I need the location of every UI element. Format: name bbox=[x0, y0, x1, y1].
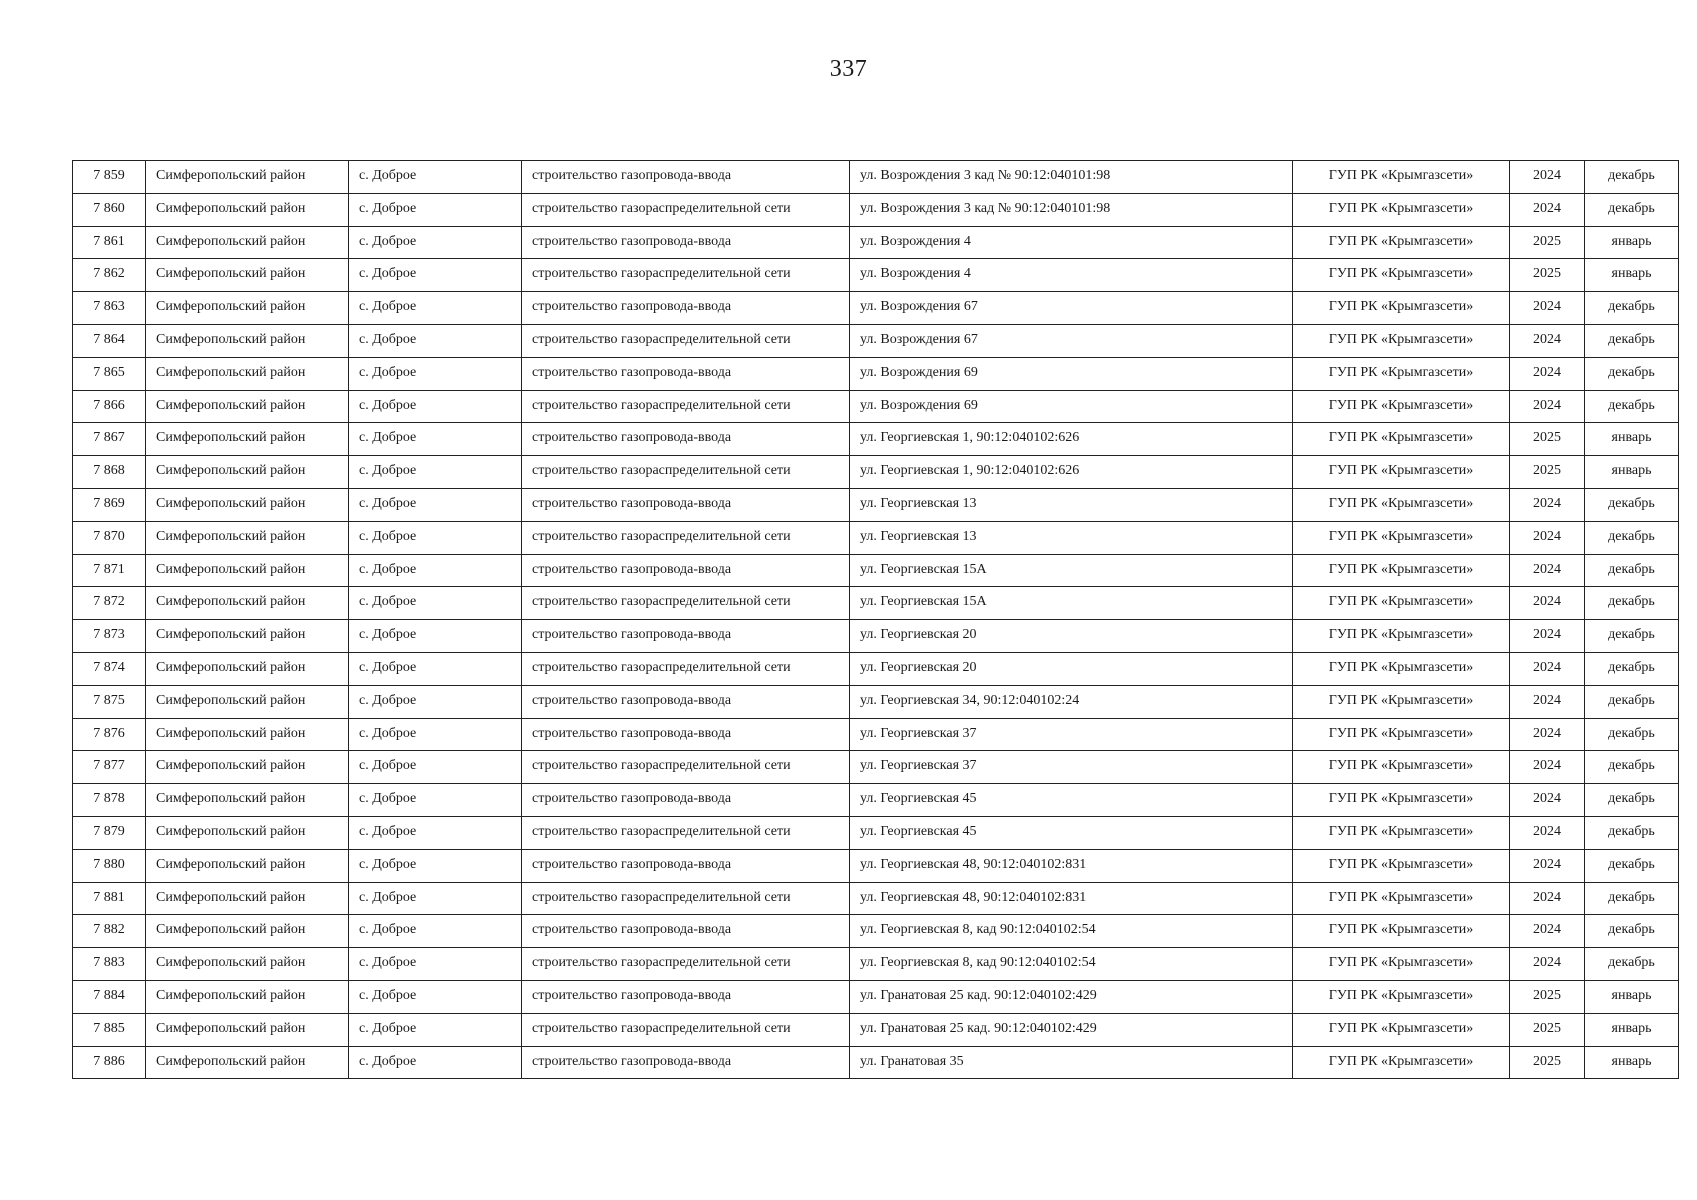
district-cell: Симферопольский район bbox=[146, 193, 349, 226]
organization-cell: ГУП РК «Крымгазсети» bbox=[1293, 915, 1510, 948]
work-type-cell: строительство газопровода-ввода bbox=[522, 554, 850, 587]
organization-cell: ГУП РК «Крымгазсети» bbox=[1293, 816, 1510, 849]
row-number-cell: 7 869 bbox=[73, 488, 146, 521]
district-cell: Симферопольский район bbox=[146, 685, 349, 718]
work-type-cell: строительство газораспределительной сети bbox=[522, 1013, 850, 1046]
address-cell: ул. Георгиевская 13 bbox=[850, 521, 1293, 554]
work-type-cell: строительство газопровода-ввода bbox=[522, 226, 850, 259]
table-row bbox=[73, 882, 1679, 915]
row-number-cell: 7 877 bbox=[73, 751, 146, 784]
work-type-cell: строительство газопровода-ввода bbox=[522, 685, 850, 718]
organization-cell: ГУП РК «Крымгазсети» bbox=[1293, 226, 1510, 259]
district-cell: Симферопольский район bbox=[146, 488, 349, 521]
organization-cell: ГУП РК «Крымгазсети» bbox=[1293, 554, 1510, 587]
table-row bbox=[73, 259, 1679, 292]
district-cell: Симферопольский район bbox=[146, 292, 349, 325]
month-cell: декабрь bbox=[1585, 587, 1679, 620]
month-cell: декабрь bbox=[1585, 324, 1679, 357]
district-cell: Симферопольский район bbox=[146, 718, 349, 751]
organization-cell: ГУП РК «Крымгазсети» bbox=[1293, 357, 1510, 390]
table-row bbox=[73, 193, 1679, 226]
table-row bbox=[73, 161, 1679, 194]
year-cell: 2024 bbox=[1510, 587, 1585, 620]
year-cell: 2024 bbox=[1510, 161, 1585, 194]
address-cell: ул. Георгиевская 1, 90:12:040102:626 bbox=[850, 456, 1293, 489]
organization-cell: ГУП РК «Крымгазсети» bbox=[1293, 161, 1510, 194]
settlement-cell: с. Доброе bbox=[349, 980, 522, 1013]
address-cell: ул. Георгиевская 13 bbox=[850, 488, 1293, 521]
table-row bbox=[73, 554, 1679, 587]
month-cell: декабрь bbox=[1585, 849, 1679, 882]
district-cell: Симферопольский район bbox=[146, 161, 349, 194]
row-number-cell: 7 860 bbox=[73, 193, 146, 226]
month-cell: январь bbox=[1585, 1013, 1679, 1046]
month-cell: январь bbox=[1585, 1046, 1679, 1079]
table-row bbox=[73, 685, 1679, 718]
address-cell: ул. Возрождения 69 bbox=[850, 357, 1293, 390]
address-cell: ул. Георгиевская 34, 90:12:040102:24 bbox=[850, 685, 1293, 718]
organization-cell: ГУП РК «Крымгазсети» bbox=[1293, 784, 1510, 817]
district-cell: Симферопольский район bbox=[146, 948, 349, 981]
table-row bbox=[73, 324, 1679, 357]
work-type-cell: строительство газораспределительной сети bbox=[522, 948, 850, 981]
row-number-cell: 7 881 bbox=[73, 882, 146, 915]
row-number-cell: 7 882 bbox=[73, 915, 146, 948]
address-cell: ул. Гранатовая 25 кад. 90:12:040102:429 bbox=[850, 1013, 1293, 1046]
settlement-cell: с. Доброе bbox=[349, 226, 522, 259]
organization-cell: ГУП РК «Крымгазсети» bbox=[1293, 685, 1510, 718]
month-cell: декабрь bbox=[1585, 521, 1679, 554]
settlement-cell: с. Доброе bbox=[349, 1046, 522, 1079]
settlement-cell: с. Доброе bbox=[349, 587, 522, 620]
organization-cell: ГУП РК «Крымгазсети» bbox=[1293, 423, 1510, 456]
year-cell: 2024 bbox=[1510, 685, 1585, 718]
settlement-cell: с. Доброе bbox=[349, 193, 522, 226]
district-cell: Симферопольский район bbox=[146, 554, 349, 587]
work-type-cell: строительство газопровода-ввода bbox=[522, 423, 850, 456]
month-cell: январь bbox=[1585, 423, 1679, 456]
year-cell: 2024 bbox=[1510, 784, 1585, 817]
table-row bbox=[73, 488, 1679, 521]
address-cell: ул. Георгиевская 37 bbox=[850, 718, 1293, 751]
table-row bbox=[73, 849, 1679, 882]
address-cell: ул. Гранатовая 25 кад. 90:12:040102:429 bbox=[850, 980, 1293, 1013]
table-row bbox=[73, 423, 1679, 456]
table-row bbox=[73, 292, 1679, 325]
month-cell: январь bbox=[1585, 980, 1679, 1013]
work-type-cell: строительство газораспределительной сети bbox=[522, 521, 850, 554]
settlement-cell: с. Доброе bbox=[349, 521, 522, 554]
district-cell: Симферопольский район bbox=[146, 357, 349, 390]
year-cell: 2025 bbox=[1510, 1046, 1585, 1079]
work-type-cell: строительство газораспределительной сети bbox=[522, 751, 850, 784]
address-cell: ул. Георгиевская 15А bbox=[850, 587, 1293, 620]
work-type-cell: строительство газораспределительной сети bbox=[522, 652, 850, 685]
work-type-cell: строительство газопровода-ввода bbox=[522, 292, 850, 325]
month-cell: декабрь bbox=[1585, 554, 1679, 587]
work-type-cell: строительство газораспределительной сети bbox=[522, 882, 850, 915]
row-number-cell: 7 880 bbox=[73, 849, 146, 882]
month-cell: декабрь bbox=[1585, 948, 1679, 981]
table-row bbox=[73, 456, 1679, 489]
month-cell: январь bbox=[1585, 259, 1679, 292]
year-cell: 2025 bbox=[1510, 423, 1585, 456]
settlement-cell: с. Доброе bbox=[349, 259, 522, 292]
address-cell: ул. Георгиевская 20 bbox=[850, 652, 1293, 685]
settlement-cell: с. Доброе bbox=[349, 161, 522, 194]
work-type-cell: строительство газопровода-ввода bbox=[522, 915, 850, 948]
settlement-cell: с. Доброе bbox=[349, 324, 522, 357]
district-cell: Симферопольский район bbox=[146, 1046, 349, 1079]
work-type-cell: строительство газораспределительной сети bbox=[522, 390, 850, 423]
work-type-cell: строительство газопровода-ввода bbox=[522, 849, 850, 882]
organization-cell: ГУП РК «Крымгазсети» bbox=[1293, 390, 1510, 423]
year-cell: 2024 bbox=[1510, 915, 1585, 948]
address-cell: ул. Георгиевская 8, кад 90:12:040102:54 bbox=[850, 948, 1293, 981]
year-cell: 2024 bbox=[1510, 882, 1585, 915]
address-cell: ул. Георгиевская 45 bbox=[850, 784, 1293, 817]
work-type-cell: строительство газопровода-ввода bbox=[522, 620, 850, 653]
address-cell: ул. Возрождения 3 кад № 90:12:040101:98 bbox=[850, 193, 1293, 226]
address-cell: ул. Георгиевская 48, 90:12:040102:831 bbox=[850, 882, 1293, 915]
row-number-cell: 7 872 bbox=[73, 587, 146, 620]
month-cell: декабрь bbox=[1585, 161, 1679, 194]
gasification-plan-table bbox=[72, 160, 1679, 1079]
organization-cell: ГУП РК «Крымгазсети» bbox=[1293, 652, 1510, 685]
settlement-cell: с. Доброе bbox=[349, 652, 522, 685]
address-cell: ул. Георгиевская 1, 90:12:040102:626 bbox=[850, 423, 1293, 456]
settlement-cell: с. Доброе bbox=[349, 456, 522, 489]
address-cell: ул. Гранатовая 35 bbox=[850, 1046, 1293, 1079]
address-cell: ул. Возрождения 67 bbox=[850, 292, 1293, 325]
year-cell: 2024 bbox=[1510, 718, 1585, 751]
row-number-cell: 7 885 bbox=[73, 1013, 146, 1046]
work-type-cell: строительство газопровода-ввода bbox=[522, 488, 850, 521]
year-cell: 2024 bbox=[1510, 948, 1585, 981]
month-cell: декабрь bbox=[1585, 488, 1679, 521]
month-cell: декабрь bbox=[1585, 292, 1679, 325]
settlement-cell: с. Доброе bbox=[349, 488, 522, 521]
district-cell: Симферопольский район bbox=[146, 784, 349, 817]
year-cell: 2025 bbox=[1510, 1013, 1585, 1046]
address-cell: ул. Возрождения 67 bbox=[850, 324, 1293, 357]
organization-cell: ГУП РК «Крымгазсети» bbox=[1293, 1013, 1510, 1046]
organization-cell: ГУП РК «Крымгазсети» bbox=[1293, 849, 1510, 882]
address-cell: ул. Георгиевская 8, кад 90:12:040102:54 bbox=[850, 915, 1293, 948]
row-number-cell: 7 863 bbox=[73, 292, 146, 325]
settlement-cell: с. Доброе bbox=[349, 357, 522, 390]
row-number-cell: 7 866 bbox=[73, 390, 146, 423]
organization-cell: ГУП РК «Крымгазсети» bbox=[1293, 587, 1510, 620]
month-cell: январь bbox=[1585, 456, 1679, 489]
organization-cell: ГУП РК «Крымгазсети» bbox=[1293, 751, 1510, 784]
settlement-cell: с. Доброе bbox=[349, 849, 522, 882]
organization-cell: ГУП РК «Крымгазсети» bbox=[1293, 1046, 1510, 1079]
row-number-cell: 7 879 bbox=[73, 816, 146, 849]
year-cell: 2025 bbox=[1510, 980, 1585, 1013]
settlement-cell: с. Доброе bbox=[349, 718, 522, 751]
row-number-cell: 7 865 bbox=[73, 357, 146, 390]
work-type-cell: строительство газораспределительной сети bbox=[522, 193, 850, 226]
organization-cell: ГУП РК «Крымгазсети» bbox=[1293, 456, 1510, 489]
row-number-cell: 7 862 bbox=[73, 259, 146, 292]
district-cell: Симферопольский район bbox=[146, 849, 349, 882]
address-cell: ул. Георгиевская 45 bbox=[850, 816, 1293, 849]
work-type-cell: строительство газораспределительной сети bbox=[522, 816, 850, 849]
month-cell: декабрь bbox=[1585, 357, 1679, 390]
address-cell: ул. Георгиевская 48, 90:12:040102:831 bbox=[850, 849, 1293, 882]
month-cell: декабрь bbox=[1585, 751, 1679, 784]
settlement-cell: с. Доброе bbox=[349, 915, 522, 948]
organization-cell: ГУП РК «Крымгазсети» bbox=[1293, 620, 1510, 653]
work-type-cell: строительство газопровода-ввода bbox=[522, 1046, 850, 1079]
table-row bbox=[73, 587, 1679, 620]
table-row bbox=[73, 948, 1679, 981]
year-cell: 2024 bbox=[1510, 751, 1585, 784]
row-number-cell: 7 875 bbox=[73, 685, 146, 718]
address-cell: ул. Возрождения 3 кад № 90:12:040101:98 bbox=[850, 161, 1293, 194]
table-row bbox=[73, 980, 1679, 1013]
month-cell: декабрь bbox=[1585, 620, 1679, 653]
district-cell: Симферопольский район bbox=[146, 587, 349, 620]
row-number-cell: 7 884 bbox=[73, 980, 146, 1013]
table-row bbox=[73, 718, 1679, 751]
month-cell: декабрь bbox=[1585, 685, 1679, 718]
organization-cell: ГУП РК «Крымгазсети» bbox=[1293, 292, 1510, 325]
table-row bbox=[73, 226, 1679, 259]
row-number-cell: 7 870 bbox=[73, 521, 146, 554]
year-cell: 2024 bbox=[1510, 816, 1585, 849]
table-row bbox=[73, 390, 1679, 423]
year-cell: 2024 bbox=[1510, 554, 1585, 587]
year-cell: 2024 bbox=[1510, 620, 1585, 653]
year-cell: 2024 bbox=[1510, 324, 1585, 357]
month-cell: декабрь bbox=[1585, 816, 1679, 849]
year-cell: 2024 bbox=[1510, 652, 1585, 685]
month-cell: январь bbox=[1585, 226, 1679, 259]
table-row bbox=[73, 1013, 1679, 1046]
organization-cell: ГУП РК «Крымгазсети» bbox=[1293, 718, 1510, 751]
organization-cell: ГУП РК «Крымгазсети» bbox=[1293, 948, 1510, 981]
settlement-cell: с. Доброе bbox=[349, 784, 522, 817]
month-cell: декабрь bbox=[1585, 652, 1679, 685]
work-type-cell: строительство газораспределительной сети bbox=[522, 587, 850, 620]
settlement-cell: с. Доброе bbox=[349, 423, 522, 456]
row-number-cell: 7 883 bbox=[73, 948, 146, 981]
month-cell: декабрь bbox=[1585, 193, 1679, 226]
organization-cell: ГУП РК «Крымгазсети» bbox=[1293, 521, 1510, 554]
district-cell: Симферопольский район bbox=[146, 816, 349, 849]
work-type-cell: строительство газораспределительной сети bbox=[522, 259, 850, 292]
organization-cell: ГУП РК «Крымгазсети» bbox=[1293, 324, 1510, 357]
year-cell: 2024 bbox=[1510, 521, 1585, 554]
work-type-cell: строительство газопровода-ввода bbox=[522, 784, 850, 817]
row-number-cell: 7 878 bbox=[73, 784, 146, 817]
settlement-cell: с. Доброе bbox=[349, 685, 522, 718]
table-row bbox=[73, 1046, 1679, 1079]
work-type-cell: строительство газопровода-ввода bbox=[522, 980, 850, 1013]
work-type-cell: строительство газопровода-ввода bbox=[522, 718, 850, 751]
organization-cell: ГУП РК «Крымгазсети» bbox=[1293, 882, 1510, 915]
row-number-cell: 7 867 bbox=[73, 423, 146, 456]
year-cell: 2024 bbox=[1510, 849, 1585, 882]
settlement-cell: с. Доброе bbox=[349, 390, 522, 423]
district-cell: Симферопольский район bbox=[146, 751, 349, 784]
row-number-cell: 7 861 bbox=[73, 226, 146, 259]
district-cell: Симферопольский район bbox=[146, 390, 349, 423]
settlement-cell: с. Доброе bbox=[349, 882, 522, 915]
year-cell: 2025 bbox=[1510, 226, 1585, 259]
settlement-cell: с. Доброе bbox=[349, 1013, 522, 1046]
address-cell: ул. Георгиевская 15А bbox=[850, 554, 1293, 587]
year-cell: 2024 bbox=[1510, 193, 1585, 226]
district-cell: Симферопольский район bbox=[146, 980, 349, 1013]
row-number-cell: 7 864 bbox=[73, 324, 146, 357]
row-number-cell: 7 886 bbox=[73, 1046, 146, 1079]
district-cell: Симферопольский район bbox=[146, 226, 349, 259]
year-cell: 2025 bbox=[1510, 456, 1585, 489]
work-type-cell: строительство газораспределительной сети bbox=[522, 456, 850, 489]
row-number-cell: 7 871 bbox=[73, 554, 146, 587]
table-row bbox=[73, 357, 1679, 390]
row-number-cell: 7 859 bbox=[73, 161, 146, 194]
row-number-cell: 7 868 bbox=[73, 456, 146, 489]
month-cell: декабрь bbox=[1585, 390, 1679, 423]
district-cell: Симферопольский район bbox=[146, 882, 349, 915]
month-cell: декабрь bbox=[1585, 718, 1679, 751]
year-cell: 2024 bbox=[1510, 488, 1585, 521]
work-type-cell: строительство газопровода-ввода bbox=[522, 357, 850, 390]
year-cell: 2025 bbox=[1510, 259, 1585, 292]
district-cell: Симферопольский район bbox=[146, 521, 349, 554]
district-cell: Симферопольский район bbox=[146, 259, 349, 292]
settlement-cell: с. Доброе bbox=[349, 816, 522, 849]
organization-cell: ГУП РК «Крымгазсети» bbox=[1293, 259, 1510, 292]
year-cell: 2024 bbox=[1510, 357, 1585, 390]
month-cell: декабрь bbox=[1585, 915, 1679, 948]
settlement-cell: с. Доброе bbox=[349, 292, 522, 325]
year-cell: 2024 bbox=[1510, 390, 1585, 423]
settlement-cell: с. Доброе bbox=[349, 751, 522, 784]
settlement-cell: с. Доброе bbox=[349, 554, 522, 587]
work-type-cell: строительство газораспределительной сети bbox=[522, 324, 850, 357]
table-body bbox=[73, 161, 1679, 1079]
year-cell: 2024 bbox=[1510, 292, 1585, 325]
row-number-cell: 7 876 bbox=[73, 718, 146, 751]
district-cell: Симферопольский район bbox=[146, 324, 349, 357]
page-number: 337 bbox=[829, 56, 868, 82]
district-cell: Симферопольский район bbox=[146, 1013, 349, 1046]
organization-cell: ГУП РК «Крымгазсети» bbox=[1293, 193, 1510, 226]
address-cell: ул. Возрождения 4 bbox=[850, 259, 1293, 292]
work-type-cell: строительство газопровода-ввода bbox=[522, 161, 850, 194]
settlement-cell: с. Доброе bbox=[349, 948, 522, 981]
table-row bbox=[73, 620, 1679, 653]
table-row bbox=[73, 784, 1679, 817]
organization-cell: ГУП РК «Крымгазсети» bbox=[1293, 980, 1510, 1013]
table-row bbox=[73, 652, 1679, 685]
row-number-cell: 7 874 bbox=[73, 652, 146, 685]
settlement-cell: с. Доброе bbox=[349, 620, 522, 653]
district-cell: Симферопольский район bbox=[146, 915, 349, 948]
district-cell: Симферопольский район bbox=[146, 423, 349, 456]
district-cell: Симферопольский район bbox=[146, 620, 349, 653]
month-cell: декабрь bbox=[1585, 784, 1679, 817]
table-row bbox=[73, 915, 1679, 948]
table-row bbox=[73, 751, 1679, 784]
district-cell: Симферопольский район bbox=[146, 652, 349, 685]
table-row bbox=[73, 521, 1679, 554]
table-row bbox=[73, 816, 1679, 849]
address-cell: ул. Георгиевская 20 bbox=[850, 620, 1293, 653]
address-cell: ул. Георгиевская 37 bbox=[850, 751, 1293, 784]
address-cell: ул. Возрождения 4 bbox=[850, 226, 1293, 259]
district-cell: Симферопольский район bbox=[146, 456, 349, 489]
month-cell: декабрь bbox=[1585, 882, 1679, 915]
row-number-cell: 7 873 bbox=[73, 620, 146, 653]
organization-cell: ГУП РК «Крымгазсети» bbox=[1293, 488, 1510, 521]
address-cell: ул. Возрождения 69 bbox=[850, 390, 1293, 423]
